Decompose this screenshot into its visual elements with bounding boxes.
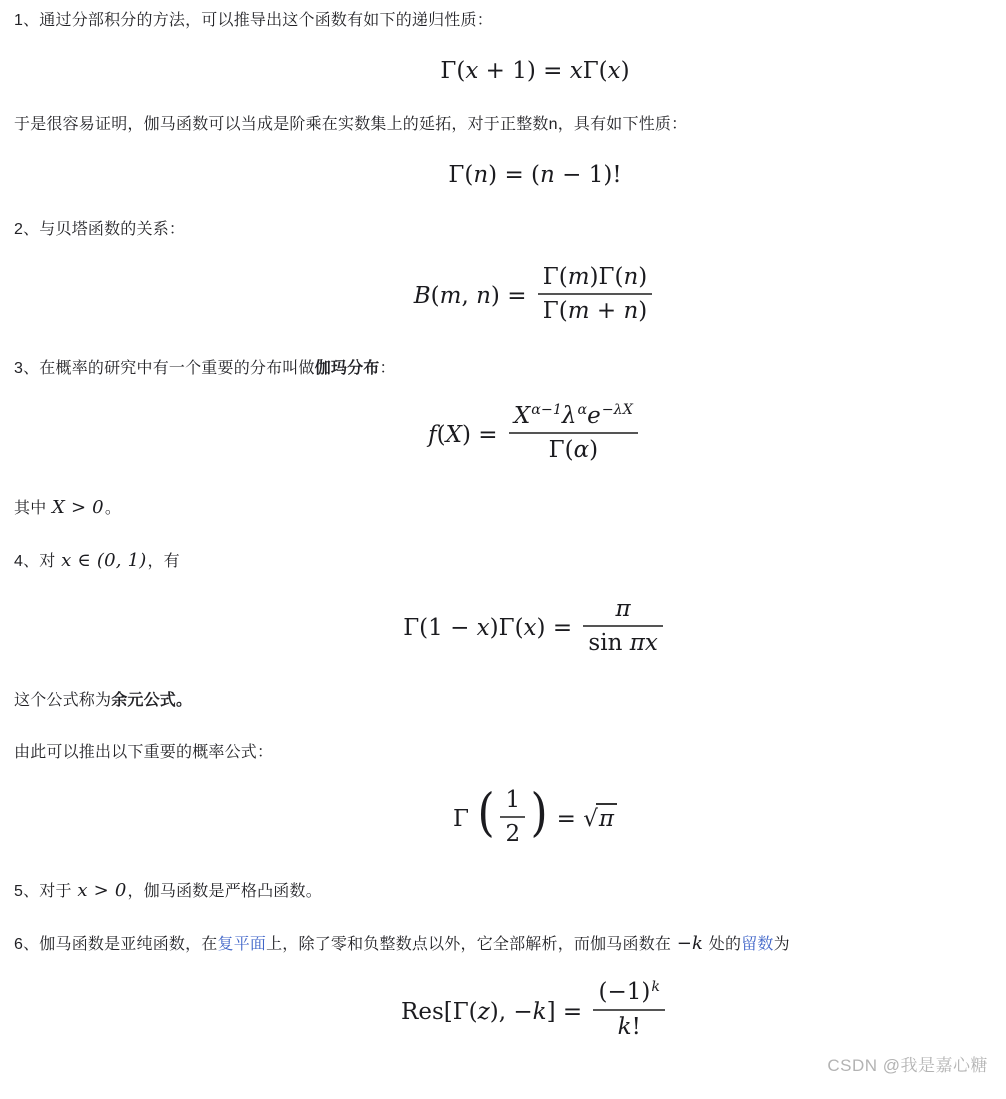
math-italic: n	[540, 162, 555, 189]
math-italic: α	[577, 402, 588, 419]
math-denominator	[509, 432, 638, 463]
math-roman: ) =	[536, 615, 580, 642]
formula-gamma-distribution-pdf	[14, 402, 992, 467]
math-italic: X	[513, 402, 531, 429]
math-roman: )Γ(	[489, 615, 524, 642]
math-italic: m	[439, 283, 462, 310]
math-italic: e	[587, 402, 601, 429]
math-roman: Γ(	[448, 162, 474, 189]
math-numerator	[500, 787, 525, 816]
paragraph-probability-formula-intro	[14, 742, 992, 764]
math-numerator	[593, 979, 665, 1008]
paragraph-factorial-extension-note	[14, 114, 992, 136]
math-roman: ) = (	[488, 162, 541, 189]
math-expression	[403, 595, 667, 657]
math-fraction	[500, 787, 525, 848]
math-italic: x	[465, 58, 479, 84]
math-italic: k	[532, 998, 547, 1025]
math-numerator	[509, 403, 638, 432]
text-run: 1、通过分部积分的方法，可以推导出这个函数有如下的递归性质：	[14, 12, 493, 29]
math-roman: Γ(	[548, 437, 574, 464]
math-italic: x	[476, 615, 490, 642]
paragraph-item-6-meromorphic	[14, 933, 992, 956]
math-roman: sin	[588, 630, 630, 657]
math-roman: Γ(	[542, 263, 568, 290]
math-denominator	[583, 625, 662, 656]
math-fraction	[509, 403, 638, 464]
math-roman: )	[638, 263, 648, 290]
math-italic: π	[615, 595, 631, 622]
paragraph-domain-note	[14, 497, 992, 520]
paragraph-item-2-beta-relation	[14, 219, 992, 241]
math-roman: Γ(	[582, 58, 608, 84]
math-superscript	[531, 402, 562, 418]
math-italic: z	[477, 998, 490, 1025]
paragraph-reflection-name-note	[14, 690, 992, 712]
math-roman: (	[430, 283, 440, 310]
math-numerator	[583, 596, 662, 625]
math-italic: n	[473, 162, 489, 189]
math-roman: ), −	[489, 998, 533, 1025]
math-roman: + 1) =	[478, 58, 570, 84]
math-roman: Γ(1 −	[403, 615, 477, 642]
formula-gamma-half-sqrt-pi	[14, 782, 992, 851]
math-roman: 2	[505, 820, 521, 847]
text-run: 由此可以推出以下重要的概率公式：	[14, 743, 274, 761]
math-italic: x	[607, 58, 621, 84]
math-expression	[413, 263, 657, 325]
math-roman: =	[549, 805, 584, 832]
math-italic: α	[573, 437, 590, 464]
inline-math: x ∈ (0, 1)	[61, 549, 147, 571]
math-denominator	[593, 1009, 665, 1040]
math-expression: Γ ( $\frac{1}{2}$ ) = √π	[453, 806, 617, 832]
formula-gamma-recursion	[14, 58, 992, 84]
paragraph-item-5-convexity	[14, 880, 992, 903]
math-denominator	[538, 293, 652, 324]
math-italic: B	[413, 283, 431, 310]
text-run: ，有	[147, 552, 180, 570]
text-run: 于是很容易证明，伽马函数可以当成是阶乘在实数集上的延拓，对于正整数n，具有如下性质：	[14, 116, 688, 134]
sqrt-sign-icon: √	[583, 805, 598, 832]
inline-math: −k	[676, 933, 704, 955]
text-run: 3、在概率的研究中有一个重要的分布叫做	[14, 359, 315, 377]
math-italic: x	[569, 58, 583, 84]
math-roman: )	[638, 298, 648, 325]
math-italic: m	[567, 298, 590, 325]
math-expression	[401, 978, 669, 1040]
math-roman: − 1)!	[554, 162, 622, 189]
text-run: 处的	[704, 936, 742, 954]
math-italic: −λX	[601, 402, 633, 419]
text-run: 为	[773, 936, 790, 954]
math-denominator	[500, 816, 525, 847]
math-italic: x	[523, 615, 537, 642]
bold-text-run: 伽玛分布	[314, 359, 380, 377]
math-roman: Γ(	[440, 58, 466, 84]
paragraph-item-4-reflection-intro	[14, 550, 992, 573]
text-run: 4、对	[14, 552, 61, 570]
text-run: 其中	[14, 499, 52, 517]
article-content	[14, 10, 992, 1043]
math-italic: k	[651, 978, 660, 995]
formula-beta-gamma-relation	[14, 263, 992, 328]
inline-link[interactable]: 复平面	[217, 936, 267, 954]
paragraph-item-3-gamma-distribution	[14, 358, 992, 380]
math-fraction	[593, 979, 665, 1040]
math-roman: ) =	[490, 283, 534, 310]
math-expression	[448, 162, 621, 188]
math-roman: !	[631, 1013, 641, 1040]
math-italic: n	[623, 298, 639, 325]
sqrt-body	[596, 803, 617, 832]
math-roman: ,	[461, 283, 477, 310]
math-roman: Γ	[452, 805, 477, 832]
text-run: ：	[379, 359, 396, 377]
math-italic: m	[567, 263, 590, 290]
csdn-watermark: CSDN @我是嘉心糖	[827, 1056, 988, 1076]
math-italic: f	[428, 422, 437, 449]
text-run: 6、伽马函数是亚纯函数，在	[14, 936, 218, 954]
formula-residue-formula	[14, 978, 992, 1043]
math-italic: n	[623, 263, 639, 290]
paragraph-item-1-intro	[14, 10, 992, 32]
math-roman: ] =	[546, 998, 590, 1025]
formula-reflection-formula	[14, 595, 992, 660]
math-italic: π	[598, 805, 614, 832]
math-roman: (	[436, 422, 446, 449]
math-superscript	[651, 979, 660, 995]
math-sqrt	[583, 806, 617, 832]
math-roman: Res[Γ(	[401, 998, 478, 1025]
math-fraction	[583, 596, 662, 657]
math-expression	[440, 58, 629, 84]
math-roman: 1	[505, 786, 521, 813]
math-italic: α−1	[531, 402, 562, 419]
math-roman: (−1)	[598, 979, 651, 1006]
math-italic: X	[445, 422, 463, 449]
text-run: 上，除了零和负整数点以外，它全部解析，而伽马函数在	[266, 936, 676, 954]
math-fraction	[538, 264, 652, 325]
formula-gamma-factorial	[14, 162, 992, 188]
math-roman: )	[589, 437, 599, 464]
text-run: ，伽马函数是严格凸函数。	[127, 883, 322, 901]
math-roman: )Γ(	[589, 263, 624, 290]
math-italic: k	[617, 1013, 632, 1040]
math-roman: )	[620, 58, 630, 84]
math-roman: +	[589, 298, 624, 325]
math-numerator	[538, 264, 652, 293]
bold-text-run: 余元公式。	[111, 691, 193, 709]
math-superscript	[602, 402, 633, 418]
text-run: 5、对于	[14, 883, 77, 901]
math-superscript	[577, 402, 587, 418]
math-roman: ) =	[462, 422, 505, 449]
math-italic: n	[476, 283, 491, 310]
inline-math: X > 0	[52, 496, 104, 518]
text-run: 2、与贝塔函数的关系：	[14, 220, 186, 238]
math-italic: πx	[629, 630, 658, 657]
text-run: 这个公式称为	[14, 691, 112, 709]
text-run: 。	[104, 499, 122, 517]
math-italic: λ	[561, 402, 577, 429]
inline-math: x > 0	[77, 880, 127, 902]
math-roman: Γ(	[542, 298, 568, 325]
inline-link[interactable]: 留数	[741, 936, 774, 954]
